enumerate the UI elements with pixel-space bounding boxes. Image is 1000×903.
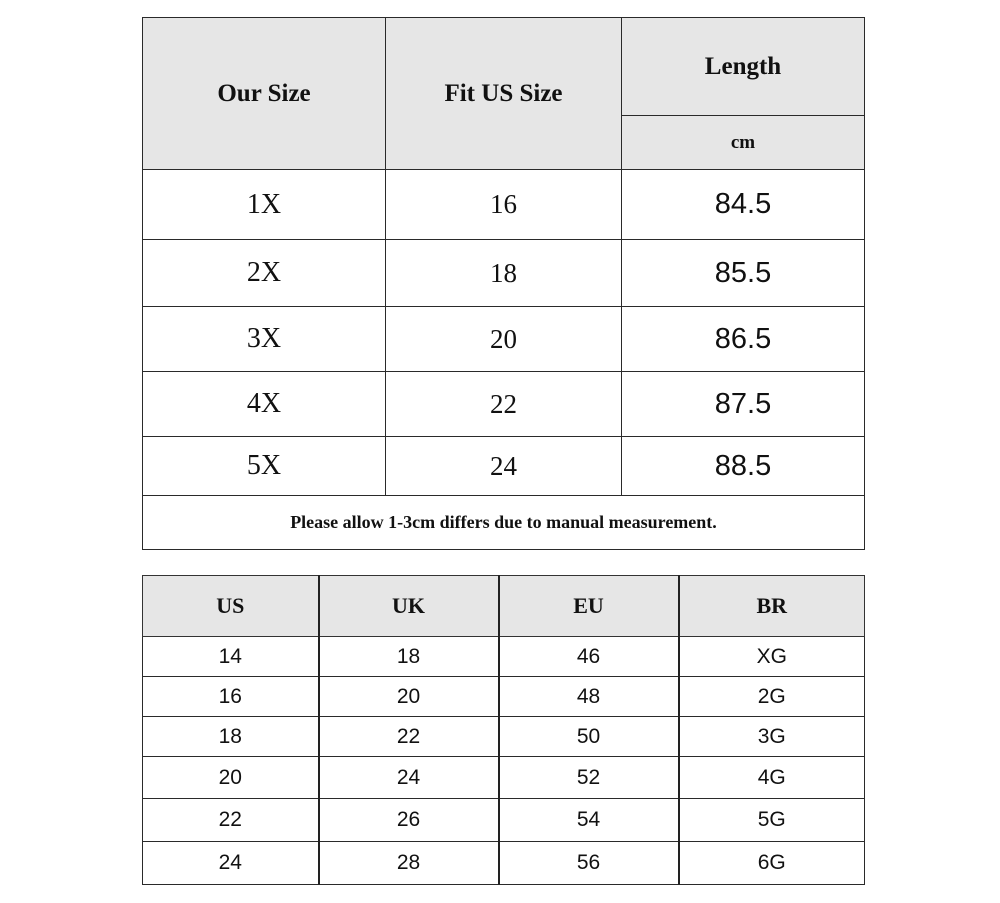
table-row	[143, 372, 865, 437]
table-row	[143, 637, 865, 677]
measurement-note: Please allow 1-3cm differs due to manual measurement.	[143, 496, 865, 550]
header-our-size: Our Size	[143, 18, 386, 170]
eu-cell: 46	[499, 637, 679, 677]
header-length: Length	[622, 18, 865, 116]
table-row	[143, 677, 865, 717]
us-cell: 14	[143, 637, 319, 677]
our-size-cell: 5X	[143, 437, 386, 496]
fit-us-cell: 20	[386, 307, 622, 372]
eu-cell: 52	[499, 757, 679, 799]
header-length-unit: cm	[622, 116, 865, 170]
br-cell: 5G	[679, 799, 865, 842]
table-row	[143, 307, 865, 372]
us-cell: 18	[143, 717, 319, 757]
table-row	[143, 842, 865, 885]
eu-cell: 54	[499, 799, 679, 842]
uk-cell: 28	[319, 842, 499, 885]
our-size-cell: 2X	[143, 240, 386, 307]
fit-us-cell: 22	[386, 372, 622, 437]
table-row	[143, 757, 865, 799]
table-row	[143, 717, 865, 757]
us-cell: 22	[143, 799, 319, 842]
fit-us-cell: 16	[386, 170, 622, 240]
br-cell: 2G	[679, 677, 865, 717]
eu-cell: 56	[499, 842, 679, 885]
length-cell: 85.5	[622, 240, 865, 307]
uk-cell: 20	[319, 677, 499, 717]
table-row	[143, 437, 865, 496]
br-cell: 6G	[679, 842, 865, 885]
header-us: US	[143, 576, 319, 637]
header-br: BR	[679, 576, 865, 637]
us-cell: 24	[143, 842, 319, 885]
table-row	[143, 170, 865, 240]
size-chart-table	[142, 17, 865, 550]
us-cell: 20	[143, 757, 319, 799]
eu-cell: 50	[499, 717, 679, 757]
br-cell: XG	[679, 637, 865, 677]
our-size-cell: 4X	[143, 372, 386, 437]
fit-us-cell: 24	[386, 437, 622, 496]
length-cell: 88.5	[622, 437, 865, 496]
uk-cell: 26	[319, 799, 499, 842]
table-row	[143, 799, 865, 842]
us-cell: 16	[143, 677, 319, 717]
our-size-cell: 3X	[143, 307, 386, 372]
header-fit-us-size: Fit US Size	[386, 18, 622, 170]
uk-cell: 24	[319, 757, 499, 799]
header-uk: UK	[319, 576, 499, 637]
uk-cell: 22	[319, 717, 499, 757]
length-cell: 86.5	[622, 307, 865, 372]
uk-cell: 18	[319, 637, 499, 677]
header-eu: EU	[499, 576, 679, 637]
length-cell: 84.5	[622, 170, 865, 240]
our-size-cell: 1X	[143, 170, 386, 240]
length-cell: 87.5	[622, 372, 865, 437]
eu-cell: 48	[499, 677, 679, 717]
br-cell: 3G	[679, 717, 865, 757]
table-row	[143, 240, 865, 307]
fit-us-cell: 18	[386, 240, 622, 307]
br-cell: 4G	[679, 757, 865, 799]
size-conversion-table	[142, 575, 865, 885]
